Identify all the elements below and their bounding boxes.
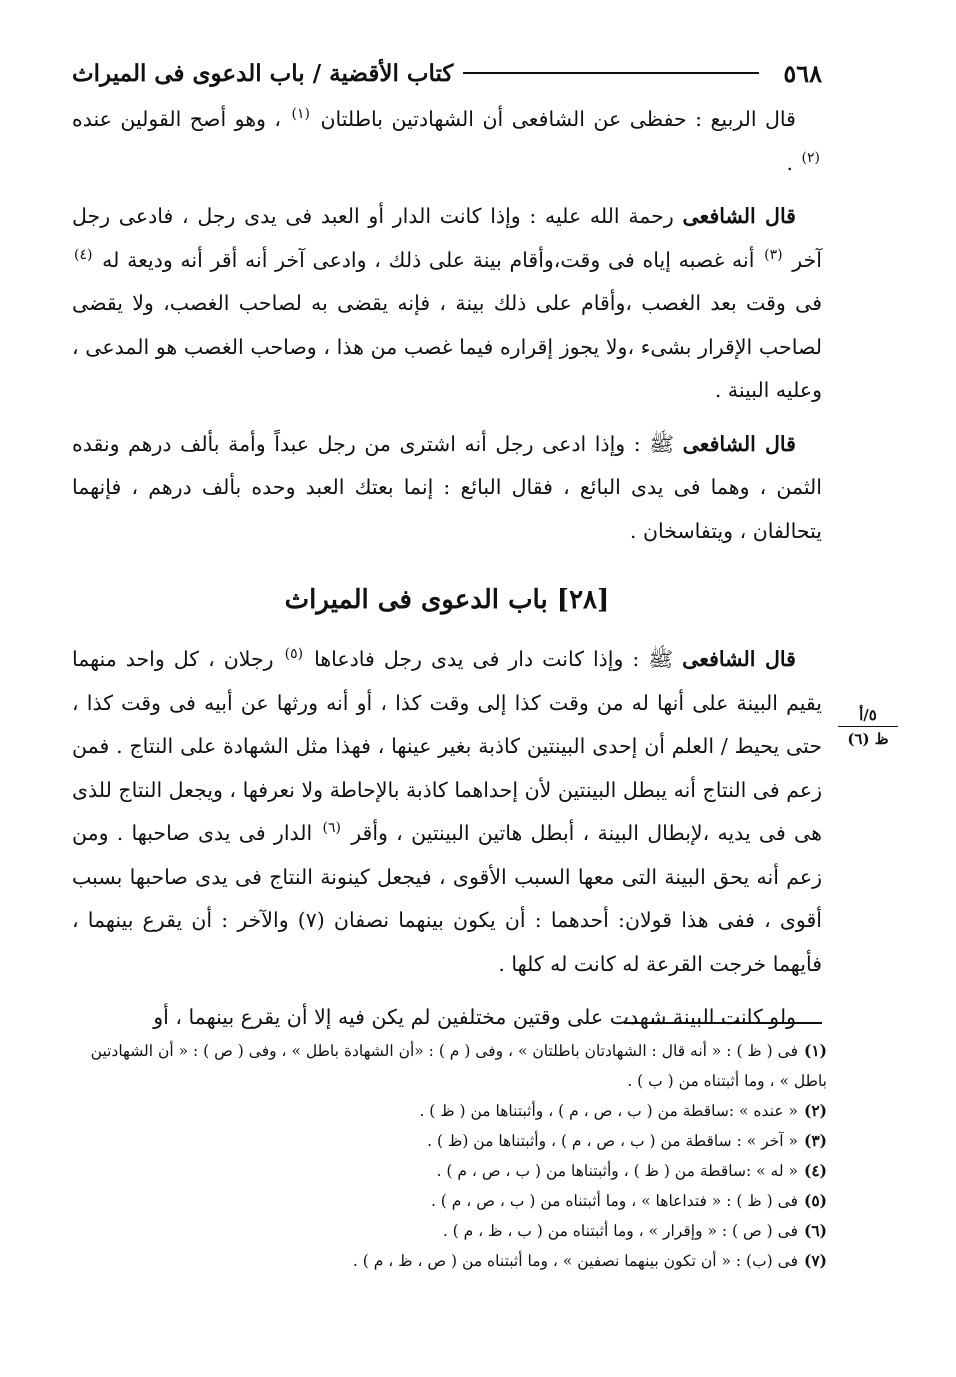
paragraph-text: ﷺ : وإذا كانت دار فى يدى رجل فادعاها xyxy=(314,647,674,671)
footnote-ref: (٣) xyxy=(764,246,783,263)
paragraph-text: فى وقت بعد الغصب ،وأقام على ذلك بينة ، فإنه يقضى به لصاحب الغصب، ولا يقضى لصاحب الإقرار بشىء ،ولا يجوز إقراره فيما غصب من هذا ، وصاحب الغصب هو المدعى ، وعليه البينة . xyxy=(72,291,822,402)
footnote-text: « له » :ساقطة من ( ظ ) ، وأثبتناها من ( ب ، ص ، م ) . xyxy=(436,1162,798,1180)
paragraph xyxy=(72,638,822,986)
footnote-text: فى ( ص ) : « وإقرار » ، وما أثبتناه من ( ب ، ظ ، م ) . xyxy=(442,1222,798,1240)
page-number: ٥٦٨ xyxy=(783,58,822,88)
paragraph-text: رحمة الله عليه : وإذا كانت الدار أو العبد فى يدى رجل ، فادعى رجل آخر xyxy=(72,204,822,272)
footnote xyxy=(72,1126,827,1156)
footnote-text: فى (ب) : « أن تكون بينهما نصفين » ، وما أثبتناه من ( ص ، ظ ، م ) . xyxy=(352,1252,798,1270)
page-header xyxy=(72,52,822,94)
paragraph-text: قال الربيع : حفظى عن الشافعى أن الشهادتين باطلتان xyxy=(320,107,796,131)
paragraph-text: . xyxy=(786,150,793,175)
footnote xyxy=(72,1156,827,1186)
paragraph xyxy=(72,423,822,554)
paragraph-text: ولو كانت البينة شهدت على وقتين مختلفين لم يكن فيه إلا أن يقرع بينهما ، أو xyxy=(153,1005,796,1029)
speaker-name: قال الشافعى xyxy=(682,431,796,456)
footnote xyxy=(72,1216,827,1246)
paragraph xyxy=(72,996,822,1040)
footnote-text: فى ( ظ ) : « أنه قال : الشهادتان باطلتان » ، وفى ( م ) : «أن الشهادة باطل » ، وفى ( ص ) : « أن الشهادتين باطل » ، وما أثبتناه من ( ب ) . xyxy=(90,1042,827,1090)
margin-note xyxy=(838,706,898,748)
footnote-text: « عنده » :ساقطة من ( ب ، ص ، م ) ، وأثبتناها من ( ظ ) . xyxy=(419,1102,798,1120)
paragraph-text: الدار فى يدى صاحبها . ومن زعم أنه يحق البينة التى معها السبب الأقوى ، فيجعل كينونة النتاج فى يدى صاحبها بسبب أقوى ، ففى هذا قولان: أحدهما : أن يكون بينهما نصفان (٧) والآخر : أن يقرع بينهما ، فأيهما خرجت القرعة له كانت له كلها . xyxy=(72,821,822,976)
footnote xyxy=(72,1036,827,1096)
footnote xyxy=(72,1246,827,1276)
footnote-number: (٥) xyxy=(803,1191,827,1210)
paragraph-text: ﷺ : وإذا ادعى رجل أنه اشترى من رجل عبداً وأمة بألف درهم ونقده الثمن ، وهما فى يدى البائع ، فقال البائع : إنما بعتك العبد وحده بألف درهم ، فإنهما يتحالفان ، ويتفاسخان . xyxy=(72,431,822,543)
paragraph xyxy=(72,98,822,185)
header-rule xyxy=(463,72,759,74)
footnote-number: (٧) xyxy=(803,1251,827,1270)
footnote-number: (٤) xyxy=(803,1161,827,1180)
footnote-number: (٢) xyxy=(803,1101,827,1120)
footnote-ref: (٤) xyxy=(74,246,93,263)
footnote-ref: (٦) xyxy=(322,820,341,837)
section-title: [٢٨] باب الدعوى فى الميراث xyxy=(284,585,610,615)
margin-note-folio: ٥/أ xyxy=(838,706,898,727)
footnote-text: « آخر » : ساقطة من ( ب ، ص ، م ) ، وأثبتناها من (ظ ) . xyxy=(427,1132,798,1150)
speaker-name: قال الشافعى xyxy=(682,647,796,671)
footnote xyxy=(72,1096,827,1126)
body-text-bottom xyxy=(72,638,822,1050)
paragraph xyxy=(72,195,822,413)
body-text-top xyxy=(72,98,822,563)
margin-note-manuscript: ظ (٦) xyxy=(847,730,889,748)
footnote-number: (١) xyxy=(803,1041,827,1060)
footnote-ref: (١) xyxy=(291,106,310,123)
running-title: كتاب الأقضية / باب الدعوى فى الميراث xyxy=(72,59,454,87)
footnote-number: (٦) xyxy=(803,1221,827,1240)
footnotes xyxy=(72,1036,827,1276)
paragraph-text: رجلان ، كل واحد منهما يقيم البينة على أنها له من وقت كذا إلى وقت كذا ، أو أنه ورثها عن أبيه فى وقت كذا ، حتى يحيط / العلم أن إحدى البينتين كاذبة بغير عينها ، فهذا مثل الشهادة على النتاج . فمن زعم فى النتاج أنه يبطل البينتين لأن إحداهما كاذبة بالإحاطة ولا نعرفها ، ويجعل النتاج للذى هى فى يديه ،لإبطال البينة ، أبطل هاتين البينتين ، وأقر xyxy=(72,647,822,845)
paragraph-text: أنه غصبه إياه فى وقت،وأقام بينة على ذلك ، وادعى آخر أنه أقر أنه وديعة له xyxy=(102,247,755,272)
footnote xyxy=(72,1186,827,1216)
paragraph-text: ، وهو أصح القولين عنده xyxy=(72,107,281,131)
speaker-name: قال الشافعى xyxy=(682,204,796,228)
footnote-text: فى ( ظ ) : « فتداعاها » ، وما أثبتناه من ( ب ، ص ، م ) . xyxy=(430,1192,798,1210)
footnote-ref: (٢) xyxy=(801,149,820,166)
footnote-ref: (٥) xyxy=(284,646,304,663)
footnote-rule xyxy=(624,1022,822,1024)
footnote-number: (٣) xyxy=(803,1131,827,1150)
